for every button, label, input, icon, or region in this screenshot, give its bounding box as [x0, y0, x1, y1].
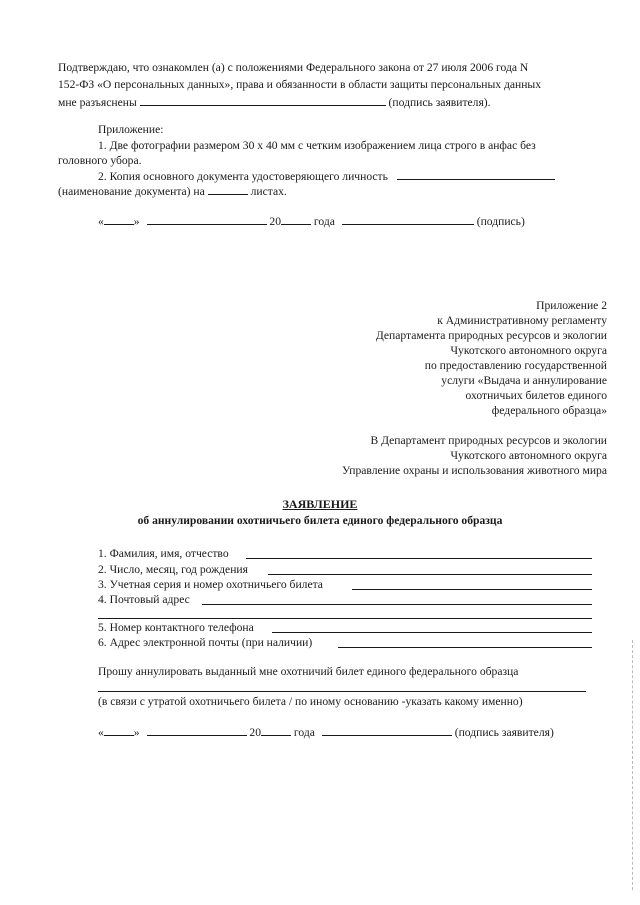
year-word-top: года [313, 215, 335, 228]
day-blank-top[interactable] [104, 213, 134, 225]
attachments-heading: Приложение: [98, 123, 164, 136]
signature-line-bottom [98, 724, 554, 740]
month-blank-bottom[interactable] [147, 724, 247, 736]
month-blank-top[interactable] [147, 213, 267, 225]
addressee-line: Чукотского автономного округа [450, 449, 607, 462]
appendix-line: Приложение 2 [536, 299, 607, 312]
signature-blank-bottom[interactable] [322, 724, 452, 736]
date-close-quote: » [133, 215, 140, 228]
appendix-line: Чукотского автономного округа [450, 344, 607, 357]
year-prefix-top: 20 [269, 215, 281, 228]
attachment-2-prefix: 2. Копия основного документа удостоверяющего личность [98, 170, 388, 183]
birth-date-input-line[interactable] [268, 574, 592, 575]
applicant-signature-blank-1[interactable] [140, 94, 386, 106]
attachment-2-line-2-suffix: листах. [250, 185, 287, 198]
intro-line-3 [58, 94, 491, 110]
signature-line-top [98, 213, 525, 229]
scan-edge-mark [632, 640, 634, 890]
intro-line-3-prefix: мне разъяснены [58, 96, 137, 109]
sign-label-bottom: (подпись заявителя) [454, 726, 554, 739]
date-close-quote: » [133, 726, 140, 739]
field-postal-address-label: 4. Почтовый адрес [98, 593, 190, 606]
field-email-label: 6. Адрес электронной почты (при наличии) [98, 636, 313, 649]
document-type-blank[interactable] [397, 168, 555, 180]
page-count-blank[interactable] [208, 183, 248, 195]
document-title: ЗАЯВЛЕНИЕ [282, 497, 358, 511]
appendix-line: Департамента природных ресурсов и экологии [375, 329, 607, 342]
request-reason-hint: (в связи с утратой охотничьего билета / по иному основанию -указать какому именно) [98, 695, 523, 708]
intro-line-1: Подтверждаю, что ознакомлен (а) с положениями Федерального закона от 27 июля 2006 года N [58, 61, 529, 74]
addressee-block [342, 433, 607, 478]
attachment-1-line-1: 1. Две фотографии размером 30 х 40 мм с четким изображением лица строго в анфас без [98, 139, 536, 152]
sign-label-top: (подпись) [476, 215, 525, 228]
year-prefix-bottom: 20 [249, 726, 261, 739]
signature-blank-top[interactable] [342, 213, 474, 225]
year-word-bottom: года [293, 726, 315, 739]
request-text: Прошу аннулировать выданный мне охотничий билет единого федерального образца [98, 665, 519, 678]
appendix-line: к Административному регламенту [437, 314, 607, 327]
appendix-line: услуги «Выдача и аннулирование [441, 374, 607, 387]
email-input-line[interactable] [338, 647, 592, 648]
attachment-2-line-2-prefix: (наименование документа) на [58, 185, 205, 198]
day-blank-bottom[interactable] [104, 724, 134, 736]
phone-input-line[interactable] [272, 632, 592, 633]
full-name-input-line[interactable] [246, 558, 592, 559]
attachment-2-line-1 [98, 168, 555, 184]
field-full-name-label: 1. Фамилия, имя, отчество [98, 547, 229, 560]
reason-input-line[interactable] [98, 691, 586, 692]
appendix-line: по предоставлению государственной [424, 359, 607, 372]
ticket-number-input-line[interactable] [352, 589, 592, 590]
document-subtitle: об аннулировании охотничьего билета единого федерального образца [137, 514, 503, 527]
attachment-2-line-2 [58, 183, 287, 199]
field-birth-date-label: 2. Число, месяц, год рождения [98, 563, 248, 576]
postal-address-input-line-2[interactable] [98, 618, 592, 619]
appendix-line: федерального образца» [491, 404, 607, 417]
date-open-quote: « [98, 726, 104, 739]
addressee-line: В Департамент природных ресурсов и экологии [370, 434, 607, 447]
year-blank-bottom[interactable] [261, 724, 291, 736]
postal-address-input-line[interactable] [202, 604, 592, 605]
appendix-block [376, 298, 607, 418]
appendix-line: охотничьих билетов единого [465, 389, 607, 402]
addressee-line: Управление охраны и использования животного мира [342, 464, 607, 477]
intro-line-2: 152-ФЗ «О персональных данных», права и обязанности в области защиты персональных данных [58, 78, 541, 91]
field-phone-label: 5. Номер контактного телефона [98, 621, 254, 634]
year-blank-top[interactable] [281, 213, 311, 225]
attachment-1-line-2: головного убора. [58, 154, 142, 167]
intro-line-3-suffix: (подпись заявителя). [388, 96, 491, 109]
field-ticket-number-label: 3. Учетная серия и номер охотничьего билета [98, 578, 323, 591]
date-open-quote: « [98, 215, 104, 228]
